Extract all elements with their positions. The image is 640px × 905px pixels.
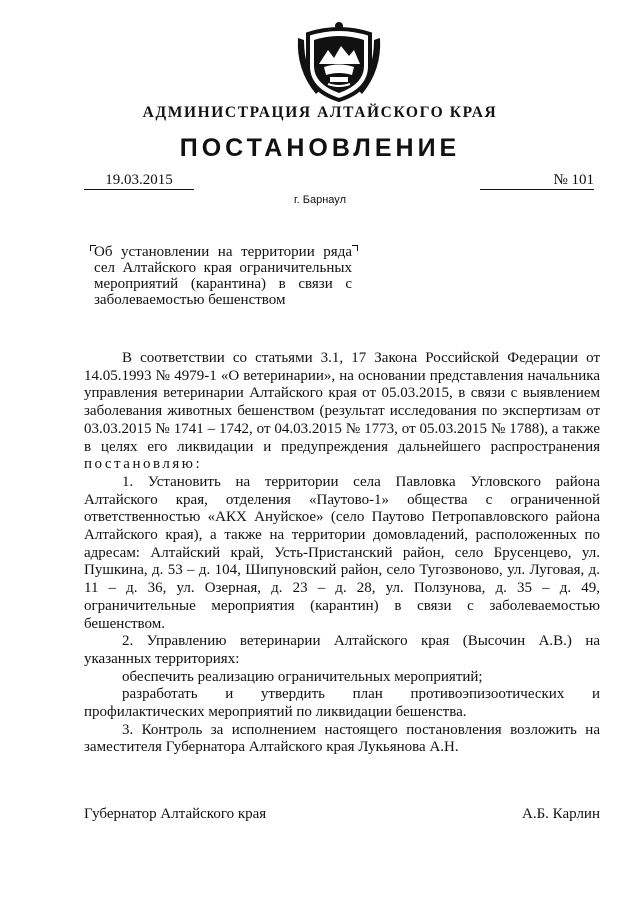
item-3-paragraph: 3. Контроль за исполнением настоящего постановления возложить на заместителя Губернатора Алтайского края Лукьянова А.Н. [84, 721, 600, 756]
document-subject: Об установлении на территории ряда сел Алтайского края ограничительных мероприятий (карантина) в связи с заболеваемостью бешенством [94, 244, 352, 308]
preamble-paragraph [84, 350, 600, 474]
document-type: ПОСТАНОВЛЕНИЕ [179, 134, 461, 162]
signer-name: А.Б. Карлин [521, 806, 600, 822]
document-city: г. Барнаул [294, 194, 346, 206]
item-2b-paragraph: разработать и утвердить план противоэпизоотических и профилактических мероприятий по ликвидации бешенства. [84, 686, 600, 721]
document-number: № 101 [480, 172, 594, 190]
item-2-paragraph: 2. Управлению ветеринарии Алтайского края (Высочин А.В.) на указанных территориях: [84, 633, 600, 667]
item-2a-paragraph: обеспечить реализацию ограничительных мероприятий; [122, 668, 483, 685]
preamble-text: В соответствии со статьями 3.1, 17 Закона Российской Федерации от 14.05.1993 № 4979-1 «О ветеринарии», на основании представления начальника управления ветеринарии Алтайского края от 05.03.2015, в связи с выявлением заболевания животных бешенством (результат исследования по экспертизам от 03.03.2015 № 1741 – 1742, от 04.03.2015 № 1773, от 05.03.2015 № 1788), а также в целях его ликвидации и предупреждения дальнейшего распространения [84, 350, 600, 455]
subject-bracket-right [352, 245, 358, 251]
decree-word: постановляю: [84, 456, 203, 473]
document-body [84, 350, 600, 757]
signer-title: Губернатор Алтайского края [84, 806, 267, 822]
organization-name: АДМИНИСТРАЦИЯ АЛТАЙСКОГО КРАЯ [142, 104, 498, 121]
document-date: 19.03.2015 [84, 172, 194, 190]
item-1-paragraph: 1. Установить на территории села Павловка Угловского района Алтайского края, отделения «Паутово-1» общества с ограниченной ответственностью «АКХ Ануйское» (село Паутово Петропавловского района Алтайского края), а также на территории домовладений, расположенных по адресам: Алтайский край, Усть-Пристанский район, село Брусенцево, ул. Пушкина, д. 53 – д. 104, Шипуновский район, село Тугозвоново, ул. Луговая, д. 11 – д. 36, ул. Озерная, д. 23 – д. 28, ул. Ползунова, д. 35 – д. 49, ограничительные мероприятия (карантин) в связи с заболеваемостью бешенством. [84, 473, 600, 632]
coat-of-arms-emblem [294, 20, 384, 102]
